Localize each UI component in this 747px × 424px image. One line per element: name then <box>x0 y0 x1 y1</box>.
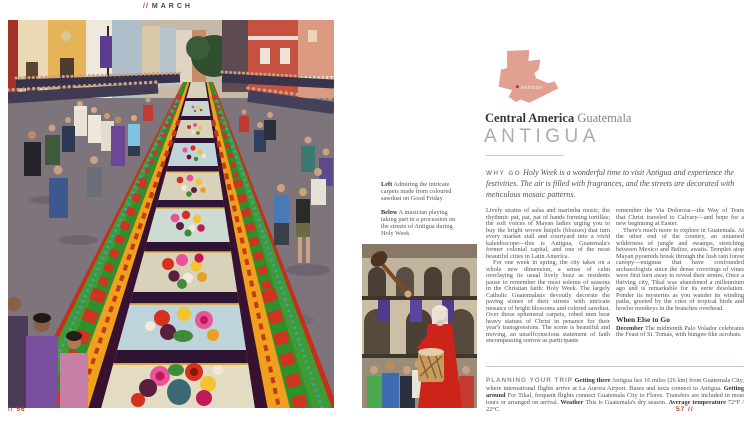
december-text: The midmonth Palo Volador celebrates the Feast of St. Tomás, with bungee-like acrobats. <box>616 324 744 338</box>
why-go-paragraph <box>486 168 744 200</box>
guatemala-shape <box>499 50 559 103</box>
caption-below-label: Below <box>381 209 398 216</box>
divider-above-planning <box>486 366 744 367</box>
body-column-1 <box>486 208 610 345</box>
body-paragraph: Lively strains of salsa and marimba music; the rhythmic pat, pat, pat of hands forming tortillas; the soft voices of Mayan ladies urging you to buy the bright woven huipils (blouses) that turn every market stall and courtyard into a vivid kaleidoscope—this is Antigua, Guatemala's former colonial capital, and one of the most beautiful cities in Latin America. <box>486 207 610 260</box>
antigua-map-dot <box>516 85 519 88</box>
planning-label: PLANNING YOUR TRIP <box>486 377 573 385</box>
when-else-heading: When Else to Go <box>616 315 670 324</box>
december-entry <box>616 326 744 339</box>
month-label: MARCH <box>151 3 193 10</box>
running-head-month <box>98 3 238 10</box>
region-country-line <box>485 111 631 126</box>
guatemala-map <box>486 50 564 108</box>
slash-mark: // <box>143 3 149 10</box>
page-number-right: 57 // <box>676 406 694 413</box>
main-photo-illustration <box>8 20 334 408</box>
caption-left <box>381 181 461 202</box>
caption-below-text: A musician playing taking part in a procession on the streets of Antigua during Holy Week <box>381 209 456 237</box>
body-column-2 <box>616 208 744 339</box>
drum <box>418 348 444 382</box>
body-paragraph: For one week in spring, the city takes on a whole new dimension, a sense of calm overlaying its usual lively buzz as residents pause to remember the most solemn of seasons in the Christian faith: Holy Week. The largely Catholic Guatemalans devoutly decorate the paving stones of their streets with intricate mosaics of bright blossoms and colored sawdust. Over those ephemeral carpets, robed men bear heavy statues of Christ in penance for their year's transgressions. The scene is beautiful and moving, an unselfconscious statement of faith encompassing sorrow as participants <box>486 259 610 344</box>
caption-below <box>381 209 461 237</box>
antigua-map-label: ANTIGUA <box>520 84 543 90</box>
getting-around-label: Getting around <box>486 384 744 399</box>
divider-under-title <box>486 155 564 156</box>
getting-around-text: For Tikal, frequent flights connect Guatemala City to Flores. Transfers are included in most tours or arranged on arrival. <box>486 391 744 406</box>
avg-temp-label: Average temperature <box>668 398 726 406</box>
planning-your-trip <box>486 377 744 413</box>
why-go-text: Holy Week is a wonderful time to visit Antigua and experience the festivities. The air is filled with fragrances, and the streets are decorated with meticulous mosaic patterns. <box>486 168 735 199</box>
small-photo-illustration <box>362 244 477 408</box>
body-paragraph: remember the Via Dolorosa—the Way of Tears that Christ traveled to Calvary—and hope for a new beginning at Easter. <box>616 207 744 227</box>
why-go-label: WHY GO <box>486 170 522 177</box>
photo-captions <box>381 181 461 244</box>
weather-text: This is Guatemala's dry season. <box>583 398 669 406</box>
december-label: December <box>616 324 644 332</box>
country-label: Guatemala <box>574 111 632 125</box>
weather-label: Weather <box>560 398 584 406</box>
body-paragraph: There's much more to explore in Guatemala. At the other end of the country, an untamed wilderness of jungle and swamps, stretching between Mexico and Belize, awaits. Temples atop Mayan pyramids break through the lush rain forest canopy—enigmas that have confounded archaeologists since the dense coverings of vines were first torn away to reveal their stones. Once a thriving city, Tikal was abandoned a millennium ago and is remarkable for its eerie desolation. Ponder its mysteries as you wander its winding paths, greeted by the cries of tropical birds and howler monkeys in the branches overhead. <box>616 226 744 312</box>
city-title: ANTIGUA <box>484 126 600 147</box>
main-photo-alfombra-street <box>8 20 334 408</box>
small-photo-musician <box>362 244 477 408</box>
page-number-left: // 56 <box>8 406 26 413</box>
caption-left-text: Admiring the intricate carpets made from coloured sawdust on Good Friday <box>381 181 452 202</box>
getting-there-label: Getting there <box>572 377 611 385</box>
guatemala-map-svg <box>486 50 564 108</box>
getting-there-text: Antigua lies 16 miles (26 km) from Guatemala City, where international flights arrive at La Aurora Airport. Buses and taxis connect to Antigua. <box>486 377 744 392</box>
region-label: Central America <box>485 111 575 125</box>
avg-temp-text: 72°F / 22°C. <box>486 398 744 414</box>
caption-left-label: Left <box>381 181 393 188</box>
